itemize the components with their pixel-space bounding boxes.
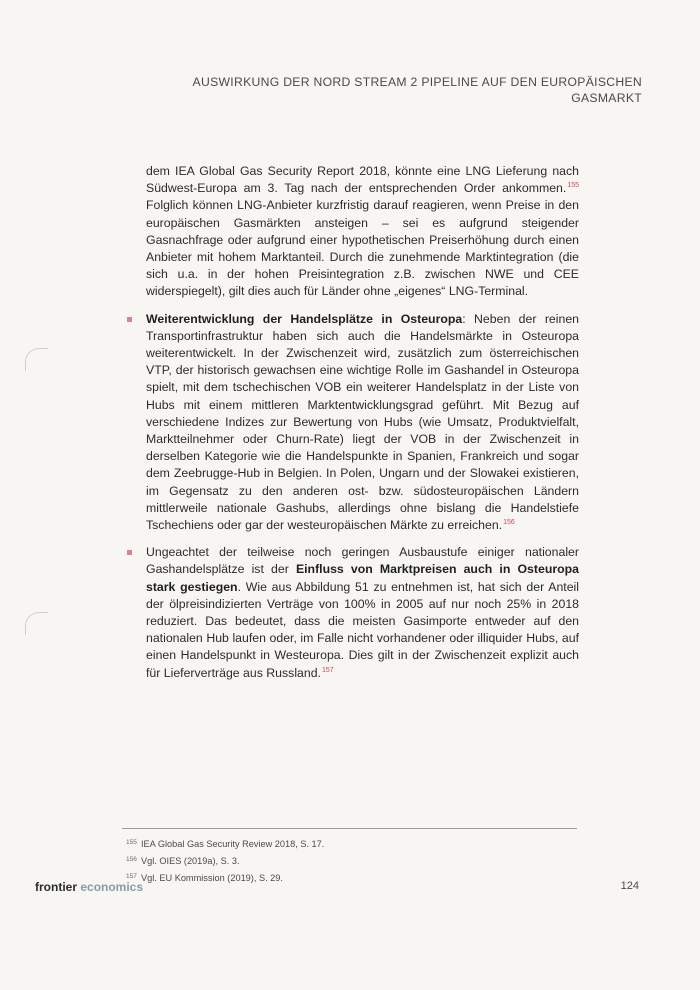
bullet-text-a: Ungeachtet der teilweise noch geringen Ausbaustufe einiger nationaler Gashandelsplätze ist der <box>146 545 579 577</box>
brand-name-part2: economics <box>80 880 144 894</box>
binder-hole-mark-lower <box>25 612 48 635</box>
footnote-number: 157 <box>126 873 137 880</box>
brand-name-part1: frontier <box>35 880 77 894</box>
footnotes <box>126 835 324 886</box>
square-bullet-icon <box>127 317 132 322</box>
body-content <box>146 163 579 682</box>
header-line-2: GASMARKT <box>571 91 642 105</box>
footnote-ref-156[interactable]: 156 <box>503 519 515 527</box>
footnote-ref-157[interactable]: 157 <box>321 666 334 674</box>
footnote-number: 155 <box>126 839 137 846</box>
bullet-paragraph <box>146 311 579 535</box>
footnote-text: Vgl. EU Kommission (2019), S. 29. <box>141 873 283 883</box>
footnote-text: IEA Global Gas Security Review 2018, S. 17. <box>141 839 325 849</box>
footnote-divider <box>122 828 577 829</box>
header-line-1: AUSWIRKUNG DER NORD STREAM 2 PIPELINE AUF DEN EUROPÄISCHEN <box>192 75 642 89</box>
running-header <box>122 74 642 106</box>
intro-paragraph <box>146 163 579 301</box>
intro-text-b: Folglich können LNG-Anbieter kurzfristig darauf reagieren, wenn Preise in den europäischen Gasmärkten ansteigen – sei es aufgrund steigender Gasnachfrage oder aufgrund einer hypothetischen Preiserhöhung durch einen Anbieter mit hohem Marktanteil. Durch die zunehmende Marktintegration (die sich u.a. in der hohen Preisintegration z.B. zwischen NWE und CEE widerspiegelt), gilt dies auch für Länder ohne „eigenes“ LNG-Terminal. <box>146 198 579 299</box>
footnote-ref-155[interactable]: 155 <box>567 182 579 190</box>
footnote-item <box>126 852 324 869</box>
footnote-item <box>126 835 324 852</box>
bullet-heading: Weiterentwicklung der Handelsplätze in Osteuropa <box>146 311 463 326</box>
footnote-item <box>126 869 324 886</box>
bullet-item-hubs <box>146 311 579 535</box>
bullet-text: : Neben der reinen Transportinfrastruktur haben sich auch die Handelsmärkte in Osteuropa weiterentwickelt. In der Zwischenzeit wird, zusätzlich zum österreichischen VTP, der historisch gewachsen eine wichtige Rolle im Gashandel in Osteuropa spielt, mit dem tschechischen VOB ein weiterer Handelsplatz in der Liste von Hubs mit einem mittleren Marktentwicklungsgrad geführt. Mit Bezug auf verschiedene Indizes zur Bewertung von Hubs (wie Umsatz, Produktvielfalt, Marktteilnehmer oder Churn-Rate) liegt der VOB in der Zwischenzeit in derselben Kategorie wie die Handelspunkte in Spanien, Frankreich und sogar dem Zeebrugge-Hub in Belgien. In Polen, Ungarn und der Slowakei existieren, im Gegensatz zu den anderen ost- bzw. südosteuropäischen Ländern mittlerweile nationale Gashubs, allerdings ohne bislang die Handelstiefe Tschechiens oder gar der westeuropäischen Märkte zu erreichen. <box>146 311 580 533</box>
footnote-number: 156 <box>126 856 137 863</box>
bullet-emphasis: Einfluss von Marktpreisen auch in Osteuropa stark gestiegen <box>146 562 579 594</box>
binder-hole-mark-upper <box>25 348 48 371</box>
intro-text-a: dem IEA Global Gas Security Report 2018, könnte eine LNG Lieferung nach Südwest-Europa am 3. Tag nach der entsprechenden Order ankommen. <box>146 164 579 196</box>
brand-logo <box>35 880 143 894</box>
bullet-text-b: . Wie aus Abbildung 51 zu entnehmen ist, hat sich der Anteil der ölpreisindizierten Verträge von 100% in 2005 auf nur noch 25% in 2018 reduziert. Das bedeutet, dass die meisten Gasimporte entweder auf den nationalen Hub laufen oder, im Falle nicht vorhandener oder illiquider Hubs, auf einen Handelspunkt in Westeuropa. Dies gilt in der Zwischenzeit explizit auch für Lieferverträge aus Russland. <box>146 579 580 680</box>
bullet-item-market-prices <box>146 544 579 682</box>
footnote-text: Vgl. OIES (2019a), S. 3. <box>141 856 240 866</box>
bullet-paragraph <box>146 544 579 682</box>
square-bullet-icon <box>127 550 132 555</box>
page-number: 124 <box>620 880 639 892</box>
